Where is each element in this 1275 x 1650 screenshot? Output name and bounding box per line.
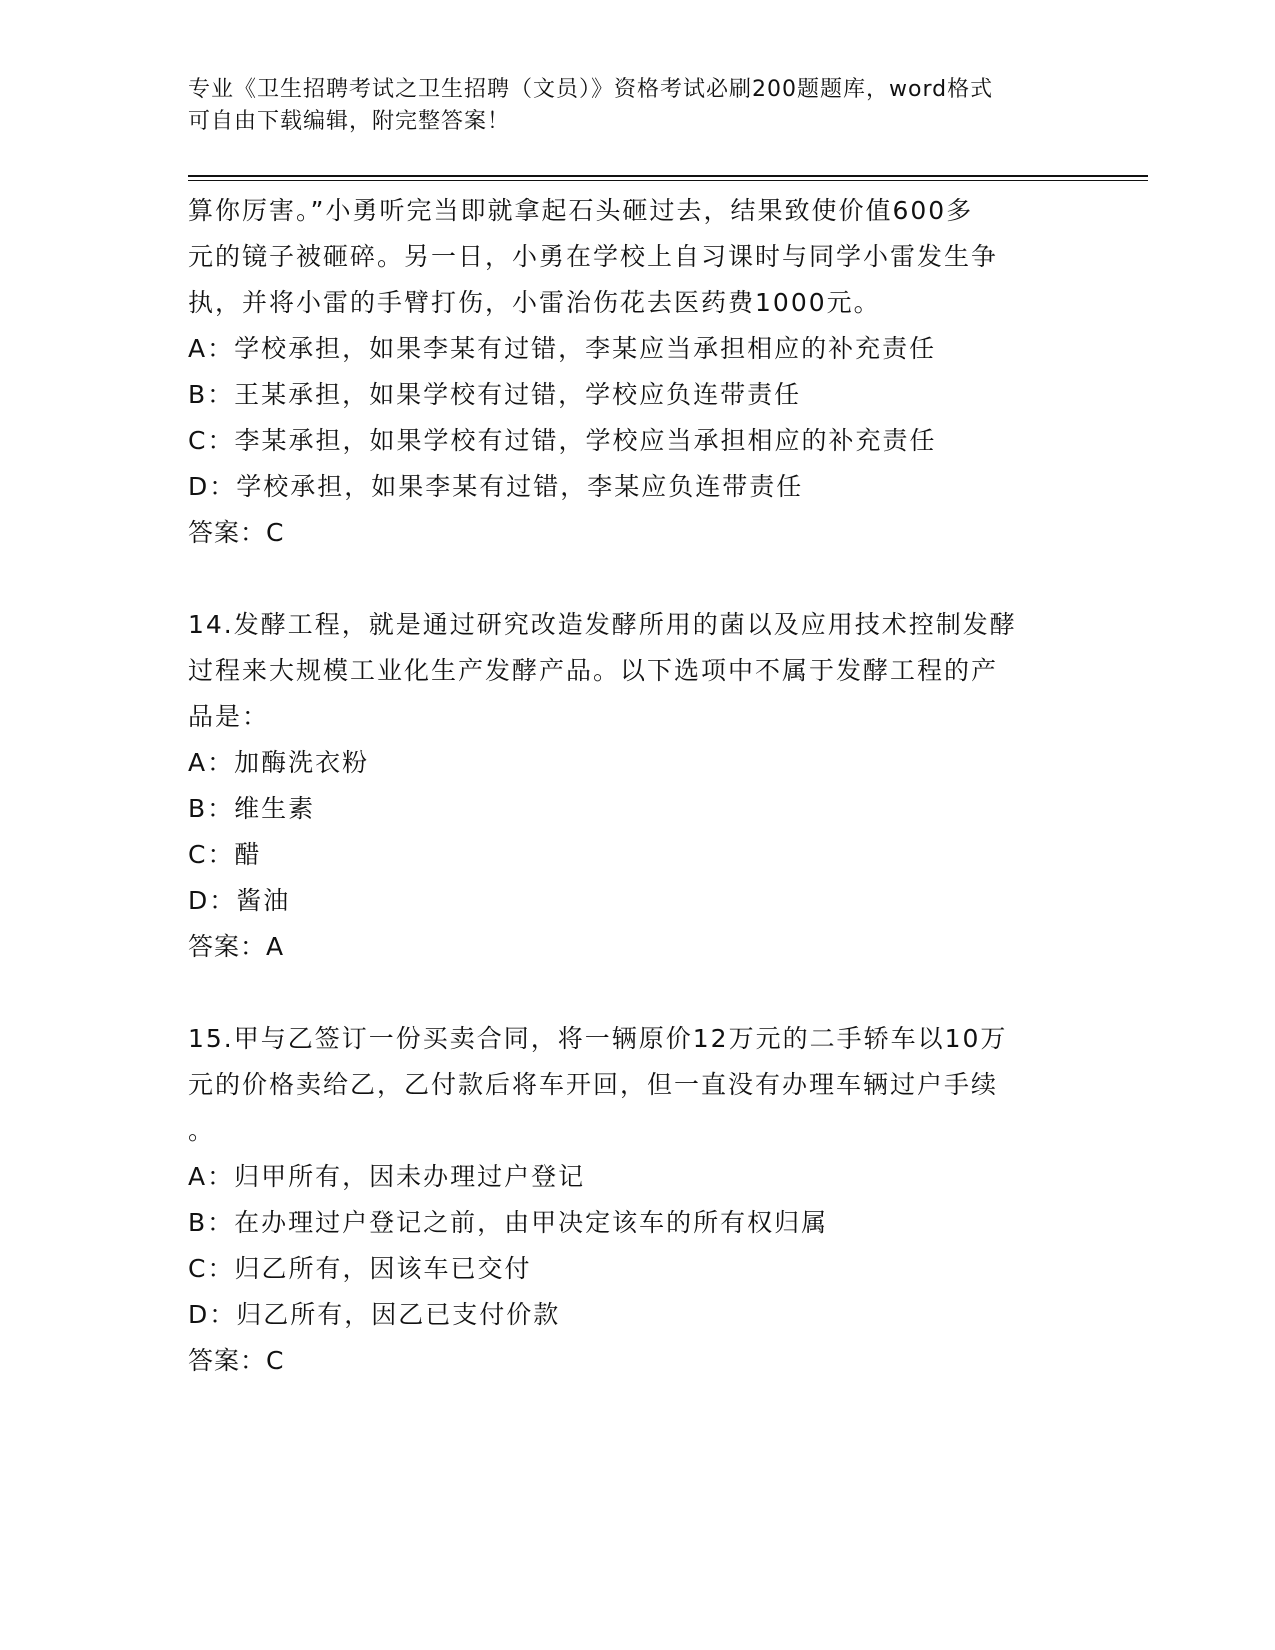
- q14-option-d: D：酱油: [188, 886, 291, 915]
- q14-option-c: C：醋: [188, 840, 262, 869]
- q15-text-line: 元的价格卖给乙，乙付款后将车开回，但一直没有办理车辆过户手续: [188, 1070, 999, 1099]
- q15-option-d: D：归乙所有，因乙已支付价款: [188, 1300, 561, 1329]
- header-line-2: 可自由下载编辑，附完整答案！: [188, 109, 511, 134]
- q14-text-line: 品是：: [188, 702, 270, 731]
- q15-option-b: B：在办理过户登记之前，由甲决定该车的所有权归属: [188, 1208, 829, 1237]
- document-header: [188, 74, 1088, 138]
- q14-text-line: 14.发酵工程，就是通过研究改造发酵所用的菌以及应用技术控制发酵: [188, 610, 1017, 639]
- header-line-1: 专业《卫生招聘考试之卫生招聘（文员）》资格考试必刷200题题库，word格式: [188, 77, 994, 102]
- q15-text-line: 15.甲与乙签订一份买卖合同，将一辆原价12万元的二手轿车以10万: [188, 1024, 1008, 1053]
- header-divider-thick: [188, 175, 1148, 177]
- q13-text-line: 算你厉害。”小勇听完当即就拿起石头砸过去，结果致使价值600多: [188, 196, 974, 225]
- q14-option-a: A：加酶洗衣粉: [188, 748, 370, 777]
- q13-option-d: D：学校承担，如果李某有过错，李某应负连带责任: [188, 472, 804, 501]
- q14-answer: 答案：A: [188, 932, 285, 961]
- header-divider-thin: [188, 180, 1148, 181]
- q15-text-line: 。: [188, 1116, 216, 1145]
- q14-option-b: B：维生素: [188, 794, 316, 823]
- q15-option-a: A：归甲所有，因未办理过户登记: [188, 1162, 586, 1191]
- q13-option-c: C：李某承担，如果学校有过错，学校应当承担相应的补充责任: [188, 426, 937, 455]
- q15-option-c: C：归乙所有，因该车已交付: [188, 1254, 532, 1283]
- q13-answer: 答案：C: [188, 518, 285, 547]
- q13-text-line: 执，并将小雷的手臂打伤，小雷治伤花去医药费1000元。: [188, 288, 881, 317]
- document-body: [188, 188, 1088, 1384]
- q14-text-line: 过程来大规模工业化生产发酵产品。以下选项中不属于发酵工程的产: [188, 656, 999, 685]
- q15-answer: 答案：C: [188, 1346, 285, 1375]
- q13-text-line: 元的镜子被砸碎。另一日，小勇在学校上自习课时与同学小雷发生争: [188, 242, 999, 271]
- q13-option-b: B：王某承担，如果学校有过错，学校应负连带责任: [188, 380, 802, 409]
- q13-option-a: A：学校承担，如果李某有过错，李某应当承担相应的补充责任: [188, 334, 937, 363]
